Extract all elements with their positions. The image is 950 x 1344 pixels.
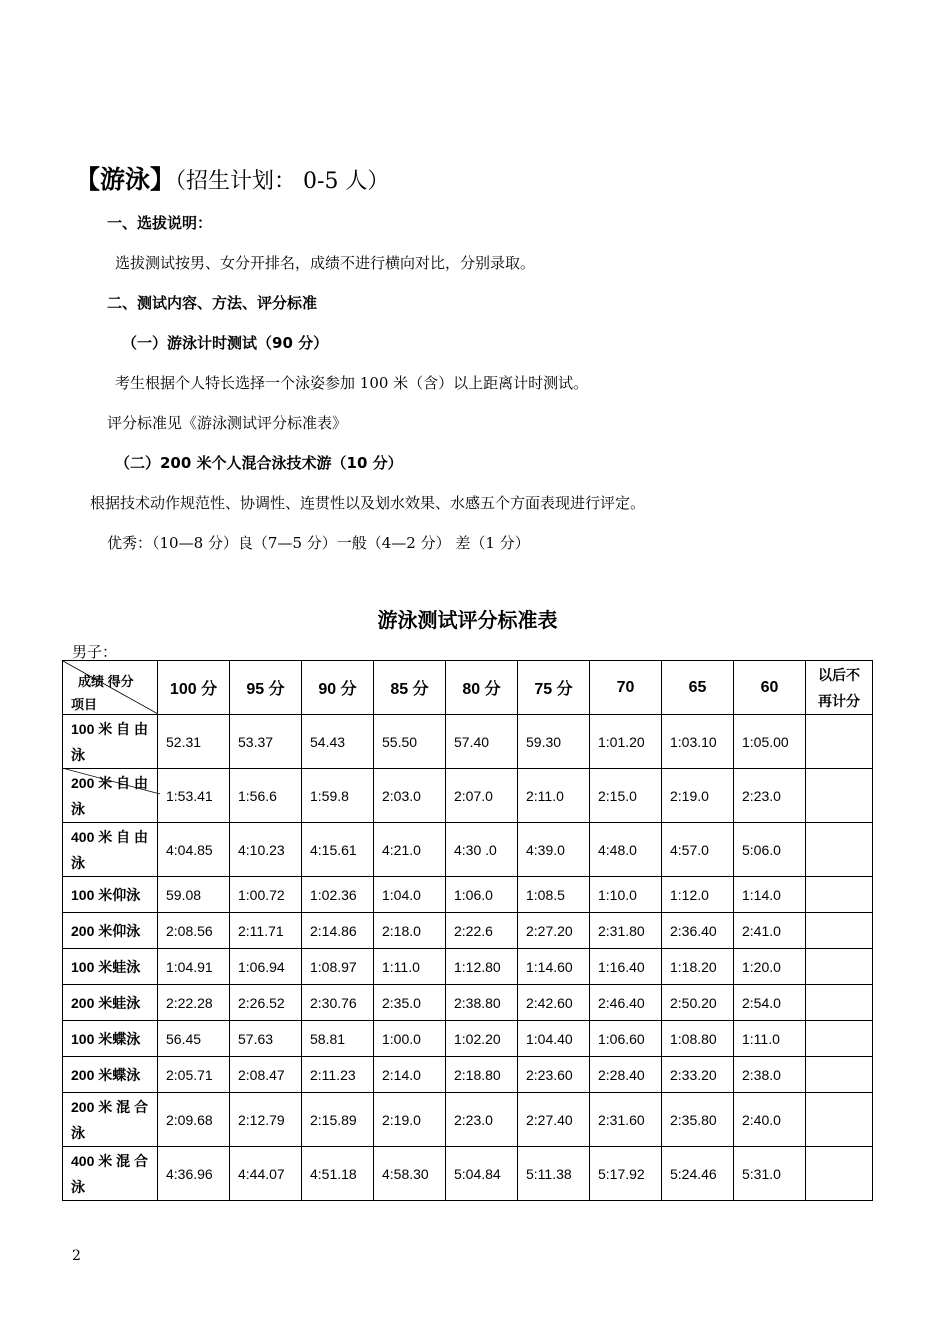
time-cell: 1:04.91	[158, 949, 230, 985]
time-cell	[806, 823, 873, 877]
time-cell: 2:31.60	[590, 1093, 662, 1147]
time-cell: 1:00.0	[374, 1021, 446, 1057]
time-cell: 1:16.40	[590, 949, 662, 985]
part2-grades: 优秀：（10—8 分）良（7—5 分）一般（4—2 分） 差（1 分）	[107, 534, 530, 552]
time-cell: 53.37	[230, 715, 302, 769]
group-label: 男子：	[72, 643, 118, 661]
time-cell: 58.81	[302, 1021, 374, 1057]
table-row	[63, 823, 873, 877]
time-cell: 2:19.0	[662, 769, 734, 823]
section2-title: 二、测试内容、方法、评分标准	[107, 294, 318, 312]
time-cell: 4:44.07	[230, 1147, 302, 1201]
time-cell: 1:11.0	[734, 1021, 806, 1057]
time-cell: 2:31.80	[590, 913, 662, 949]
time-cell: 5:17.92	[590, 1147, 662, 1201]
time-cell: 1:01.20	[590, 715, 662, 769]
time-cell: 2:27.40	[518, 1093, 590, 1147]
time-cell: 2:23.0	[446, 1093, 518, 1147]
part2-title: （二）200 米个人混合泳技术游（10 分）	[115, 454, 403, 472]
time-cell: 2:54.0	[734, 985, 806, 1021]
event-item-cell: 400 米 自 由 泳	[63, 823, 158, 877]
time-cell: 2:42.60	[518, 985, 590, 1021]
time-cell: 1:08.97	[302, 949, 374, 985]
corner-cell	[63, 661, 158, 715]
time-cell: 4:15.61	[302, 823, 374, 877]
time-cell: 2:27.20	[518, 913, 590, 949]
table-row	[63, 769, 873, 823]
table-body	[63, 715, 873, 1201]
time-cell	[806, 769, 873, 823]
column-header: 以后不再计分	[806, 661, 873, 715]
table-row	[63, 715, 873, 769]
time-cell	[806, 985, 873, 1021]
time-cell: 2:35.0	[374, 985, 446, 1021]
table-row	[63, 913, 873, 949]
time-cell: 5:06.0	[734, 823, 806, 877]
time-cell: 2:14.86	[302, 913, 374, 949]
time-cell: 1:53.41	[158, 769, 230, 823]
event-item-cell: 100 米蝶泳	[63, 1021, 158, 1057]
event-item-cell: 200 米仰泳	[63, 913, 158, 949]
time-cell: 5:11.38	[518, 1147, 590, 1201]
table-row	[63, 1057, 873, 1093]
scoring-table	[62, 660, 873, 1201]
time-cell	[806, 877, 873, 913]
table-row	[63, 985, 873, 1021]
time-cell: 52.31	[158, 715, 230, 769]
time-cell: 2:15.0	[590, 769, 662, 823]
time-cell: 1:06.94	[230, 949, 302, 985]
time-cell: 2:05.71	[158, 1057, 230, 1093]
time-cell: 2:08.47	[230, 1057, 302, 1093]
time-cell: 1:20.0	[734, 949, 806, 985]
time-cell: 1:03.10	[662, 715, 734, 769]
time-cell: 4:51.18	[302, 1147, 374, 1201]
time-cell: 1:08.5	[518, 877, 590, 913]
time-cell: 57.63	[230, 1021, 302, 1057]
event-item-cell: 200 米蝶泳	[63, 1057, 158, 1093]
time-cell: 4:36.96	[158, 1147, 230, 1201]
column-header: 80 分	[446, 661, 518, 715]
time-cell: 2:07.0	[446, 769, 518, 823]
time-cell: 2:15.89	[302, 1093, 374, 1147]
table-row	[63, 1147, 873, 1201]
section1-title: 一、选拔说明：	[107, 214, 213, 232]
time-cell: 2:35.80	[662, 1093, 734, 1147]
time-cell	[806, 715, 873, 769]
time-cell: 2:30.76	[302, 985, 374, 1021]
time-cell: 2:23.0	[734, 769, 806, 823]
time-cell: 2:36.40	[662, 913, 734, 949]
event-name: 【游泳】	[75, 165, 176, 194]
time-cell: 1:59.8	[302, 769, 374, 823]
event-item-cell: 200 米 自 由 泳	[63, 769, 158, 823]
time-cell: 4:04.85	[158, 823, 230, 877]
column-header: 95 分	[230, 661, 302, 715]
page-number: 2	[72, 1248, 81, 1264]
column-header: 60	[734, 661, 806, 715]
time-cell: 2:18.0	[374, 913, 446, 949]
time-cell: 2:11.23	[302, 1057, 374, 1093]
time-cell: 1:05.00	[734, 715, 806, 769]
time-cell: 4:39.0	[518, 823, 590, 877]
time-cell: 1:11.0	[374, 949, 446, 985]
time-cell: 2:18.80	[446, 1057, 518, 1093]
time-cell: 2:41.0	[734, 913, 806, 949]
time-cell: 55.50	[374, 715, 446, 769]
time-cell: 1:12.0	[662, 877, 734, 913]
table-header-row	[63, 661, 873, 715]
time-cell: 4:30 .0	[446, 823, 518, 877]
time-cell: 2:46.40	[590, 985, 662, 1021]
time-cell: 4:21.0	[374, 823, 446, 877]
table-row	[63, 1093, 873, 1147]
time-cell: 2:08.56	[158, 913, 230, 949]
event-item-cell: 200 米蛙泳	[63, 985, 158, 1021]
table-title: 游泳测试评分标准表	[377, 608, 558, 632]
time-cell: 1:10.0	[590, 877, 662, 913]
time-cell: 1:14.60	[518, 949, 590, 985]
time-cell: 1:06.0	[446, 877, 518, 913]
section1-text: 选拔测试按男、女分开排名，成绩不进行横向对比，分别录取。	[115, 254, 536, 272]
time-cell	[806, 949, 873, 985]
time-cell: 2:03.0	[374, 769, 446, 823]
table-row	[63, 949, 873, 985]
time-cell: 2:19.0	[374, 1093, 446, 1147]
time-cell: 1:56.6	[230, 769, 302, 823]
part1-title: （一）游泳计时测试（90 分）	[122, 334, 329, 352]
time-cell: 2:26.52	[230, 985, 302, 1021]
time-cell: 1:00.72	[230, 877, 302, 913]
time-cell: 56.45	[158, 1021, 230, 1057]
time-cell	[806, 913, 873, 949]
column-header: 70	[590, 661, 662, 715]
time-cell: 2:14.0	[374, 1057, 446, 1093]
time-cell: 2:50.20	[662, 985, 734, 1021]
time-cell: 1:06.60	[590, 1021, 662, 1057]
column-header: 90 分	[302, 661, 374, 715]
time-cell: 4:57.0	[662, 823, 734, 877]
event-item-cell: 100 米仰泳	[63, 877, 158, 913]
time-cell: 1:04.0	[374, 877, 446, 913]
time-cell: 2:38.0	[734, 1057, 806, 1093]
time-cell: 1:14.0	[734, 877, 806, 913]
event-item-cell: 200 米 混 合 泳	[63, 1093, 158, 1147]
time-cell: 54.43	[302, 715, 374, 769]
time-cell: 2:38.80	[446, 985, 518, 1021]
time-cell	[806, 1057, 873, 1093]
time-cell: 5:24.46	[662, 1147, 734, 1201]
enrollment-plan: （招生计划： 0-5 人）	[175, 169, 390, 194]
time-cell: 4:48.0	[590, 823, 662, 877]
time-cell: 4:58.30	[374, 1147, 446, 1201]
time-cell	[806, 1021, 873, 1057]
time-cell: 2:11.71	[230, 913, 302, 949]
time-cell: 2:22.6	[446, 913, 518, 949]
time-cell	[806, 1093, 873, 1147]
part2-text: 根据技术动作规范性、协调性、连贯性以及划水效果、水感五个方面表现进行评定。	[90, 494, 646, 512]
time-cell: 2:22.28	[158, 985, 230, 1021]
column-header: 85 分	[374, 661, 446, 715]
time-cell: 2:33.20	[662, 1057, 734, 1093]
table-row	[63, 1021, 873, 1057]
time-cell: 1:04.40	[518, 1021, 590, 1057]
time-cell: 2:40.0	[734, 1093, 806, 1147]
time-cell: 1:18.20	[662, 949, 734, 985]
stray-diagonal-line	[62, 768, 172, 798]
time-cell: 2:12.79	[230, 1093, 302, 1147]
time-cell: 1:02.20	[446, 1021, 518, 1057]
part1-text: 考生根据个人特长选择一个泳姿参加 100 米（含）以上距离计时测试。	[115, 374, 589, 392]
column-header: 100 分	[158, 661, 230, 715]
time-cell: 1:12.80	[446, 949, 518, 985]
time-cell: 2:28.40	[590, 1057, 662, 1093]
time-cell: 2:09.68	[158, 1093, 230, 1147]
page-title	[75, 160, 389, 196]
event-item-cell: 100 米 自 由 泳	[63, 715, 158, 769]
time-cell: 57.40	[446, 715, 518, 769]
corner-item-label: 项目	[71, 697, 98, 712]
corner-score-label: 成绩 得分	[78, 674, 134, 689]
time-cell: 2:11.0	[518, 769, 590, 823]
time-cell: 1:08.80	[662, 1021, 734, 1057]
column-header: 65	[662, 661, 734, 715]
time-cell: 1:02.36	[302, 877, 374, 913]
part1-reference: 评分标准见《游泳测试评分标准表》	[107, 414, 348, 432]
table-row	[63, 877, 873, 913]
time-cell: 5:31.0	[734, 1147, 806, 1201]
time-cell	[806, 1147, 873, 1201]
time-cell: 2:23.60	[518, 1057, 590, 1093]
time-cell: 4:10.23	[230, 823, 302, 877]
time-cell: 59.08	[158, 877, 230, 913]
time-cell: 5:04.84	[446, 1147, 518, 1201]
time-cell: 59.30	[518, 715, 590, 769]
event-item-cell: 400 米 混 合 泳	[63, 1147, 158, 1201]
column-header: 75 分	[518, 661, 590, 715]
event-item-cell: 100 米蛙泳	[63, 949, 158, 985]
